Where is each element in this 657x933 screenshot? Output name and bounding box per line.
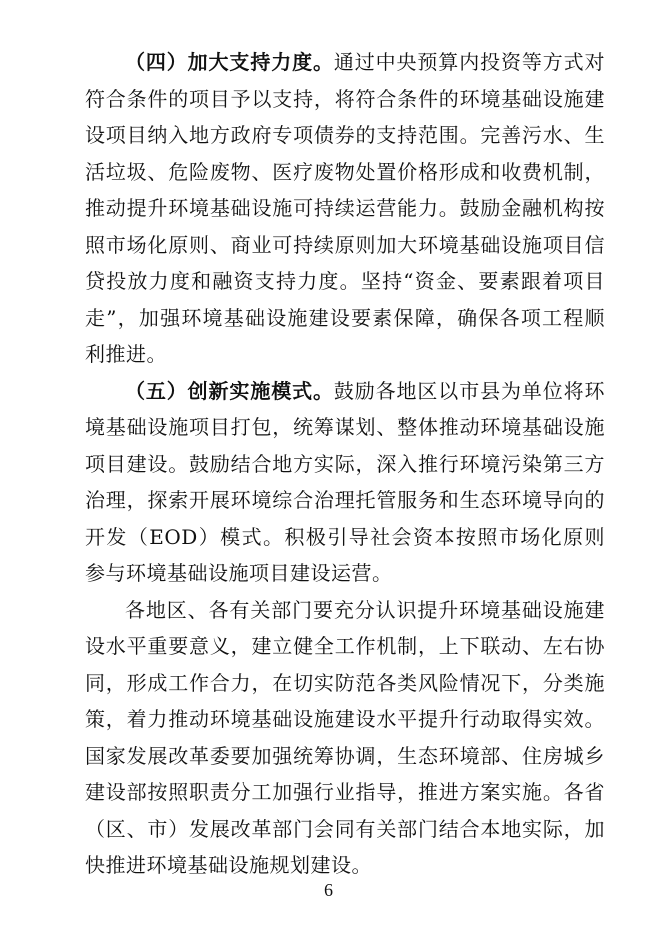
paragraph-heading: （四）加大支持力度。 <box>125 50 334 74</box>
paragraph-heading: （五）创新实施模式。 <box>125 378 334 403</box>
paragraph-closing <box>85 592 605 884</box>
paragraph-text: 通过中央预算内投资等方式对符合条件的项目予以支持，将符合条件的环境基础设施建设项目纳入地方政府专项债券的支持范围。完善污水、生活垃圾、危险废物、医疗废物处置价格形成和收费机制，推动提升环境基础设施可持续运营能力。鼓励金融机构按照市场化原则、商业可持续原则加大环境基础设施项目信贷投放力度和融资支持力度。坚持“资金、要素跟着项目走”，加强环境基础设施建设要素保障，确保各项工程顺利推进。 <box>85 50 606 366</box>
paragraph-text: 各地区、各有关部门要充分认识提升环境基础设施建设水平重要意义，建立健全工作机制，上下联动、左右协同，形成工作合力，在切实防范各类风险情况下，分类施策，着力推动环境基础设施建设水平提升行动取得实效。国家发展改革委要加强统筹协调，生态环境部、住房城乡建设部按照职责分工加强行业指导，推进方案实施。各省（区、市）发展改革部门会同有关部门结合本地实际，加快推进环境基础设施规划建设。 <box>85 597 605 877</box>
document-body <box>85 44 605 884</box>
page-number: 6 <box>324 880 333 900</box>
paragraph-innovate-model <box>85 373 605 592</box>
paragraph-text: 鼓励各地区以市县为单位将环境基础设施项目打包，统筹谋划、整体推动环境基础设施项目建设。鼓励结合地方实际，深入推行环境污染第三方治理，探索开展环境综合治理托管服务和生态环境导向的开发（EOD）模式。积极引导社会资本按照市场化原则参与环境基础设施项目建设运营。 <box>85 378 606 585</box>
paragraph-increase-support <box>85 44 605 373</box>
